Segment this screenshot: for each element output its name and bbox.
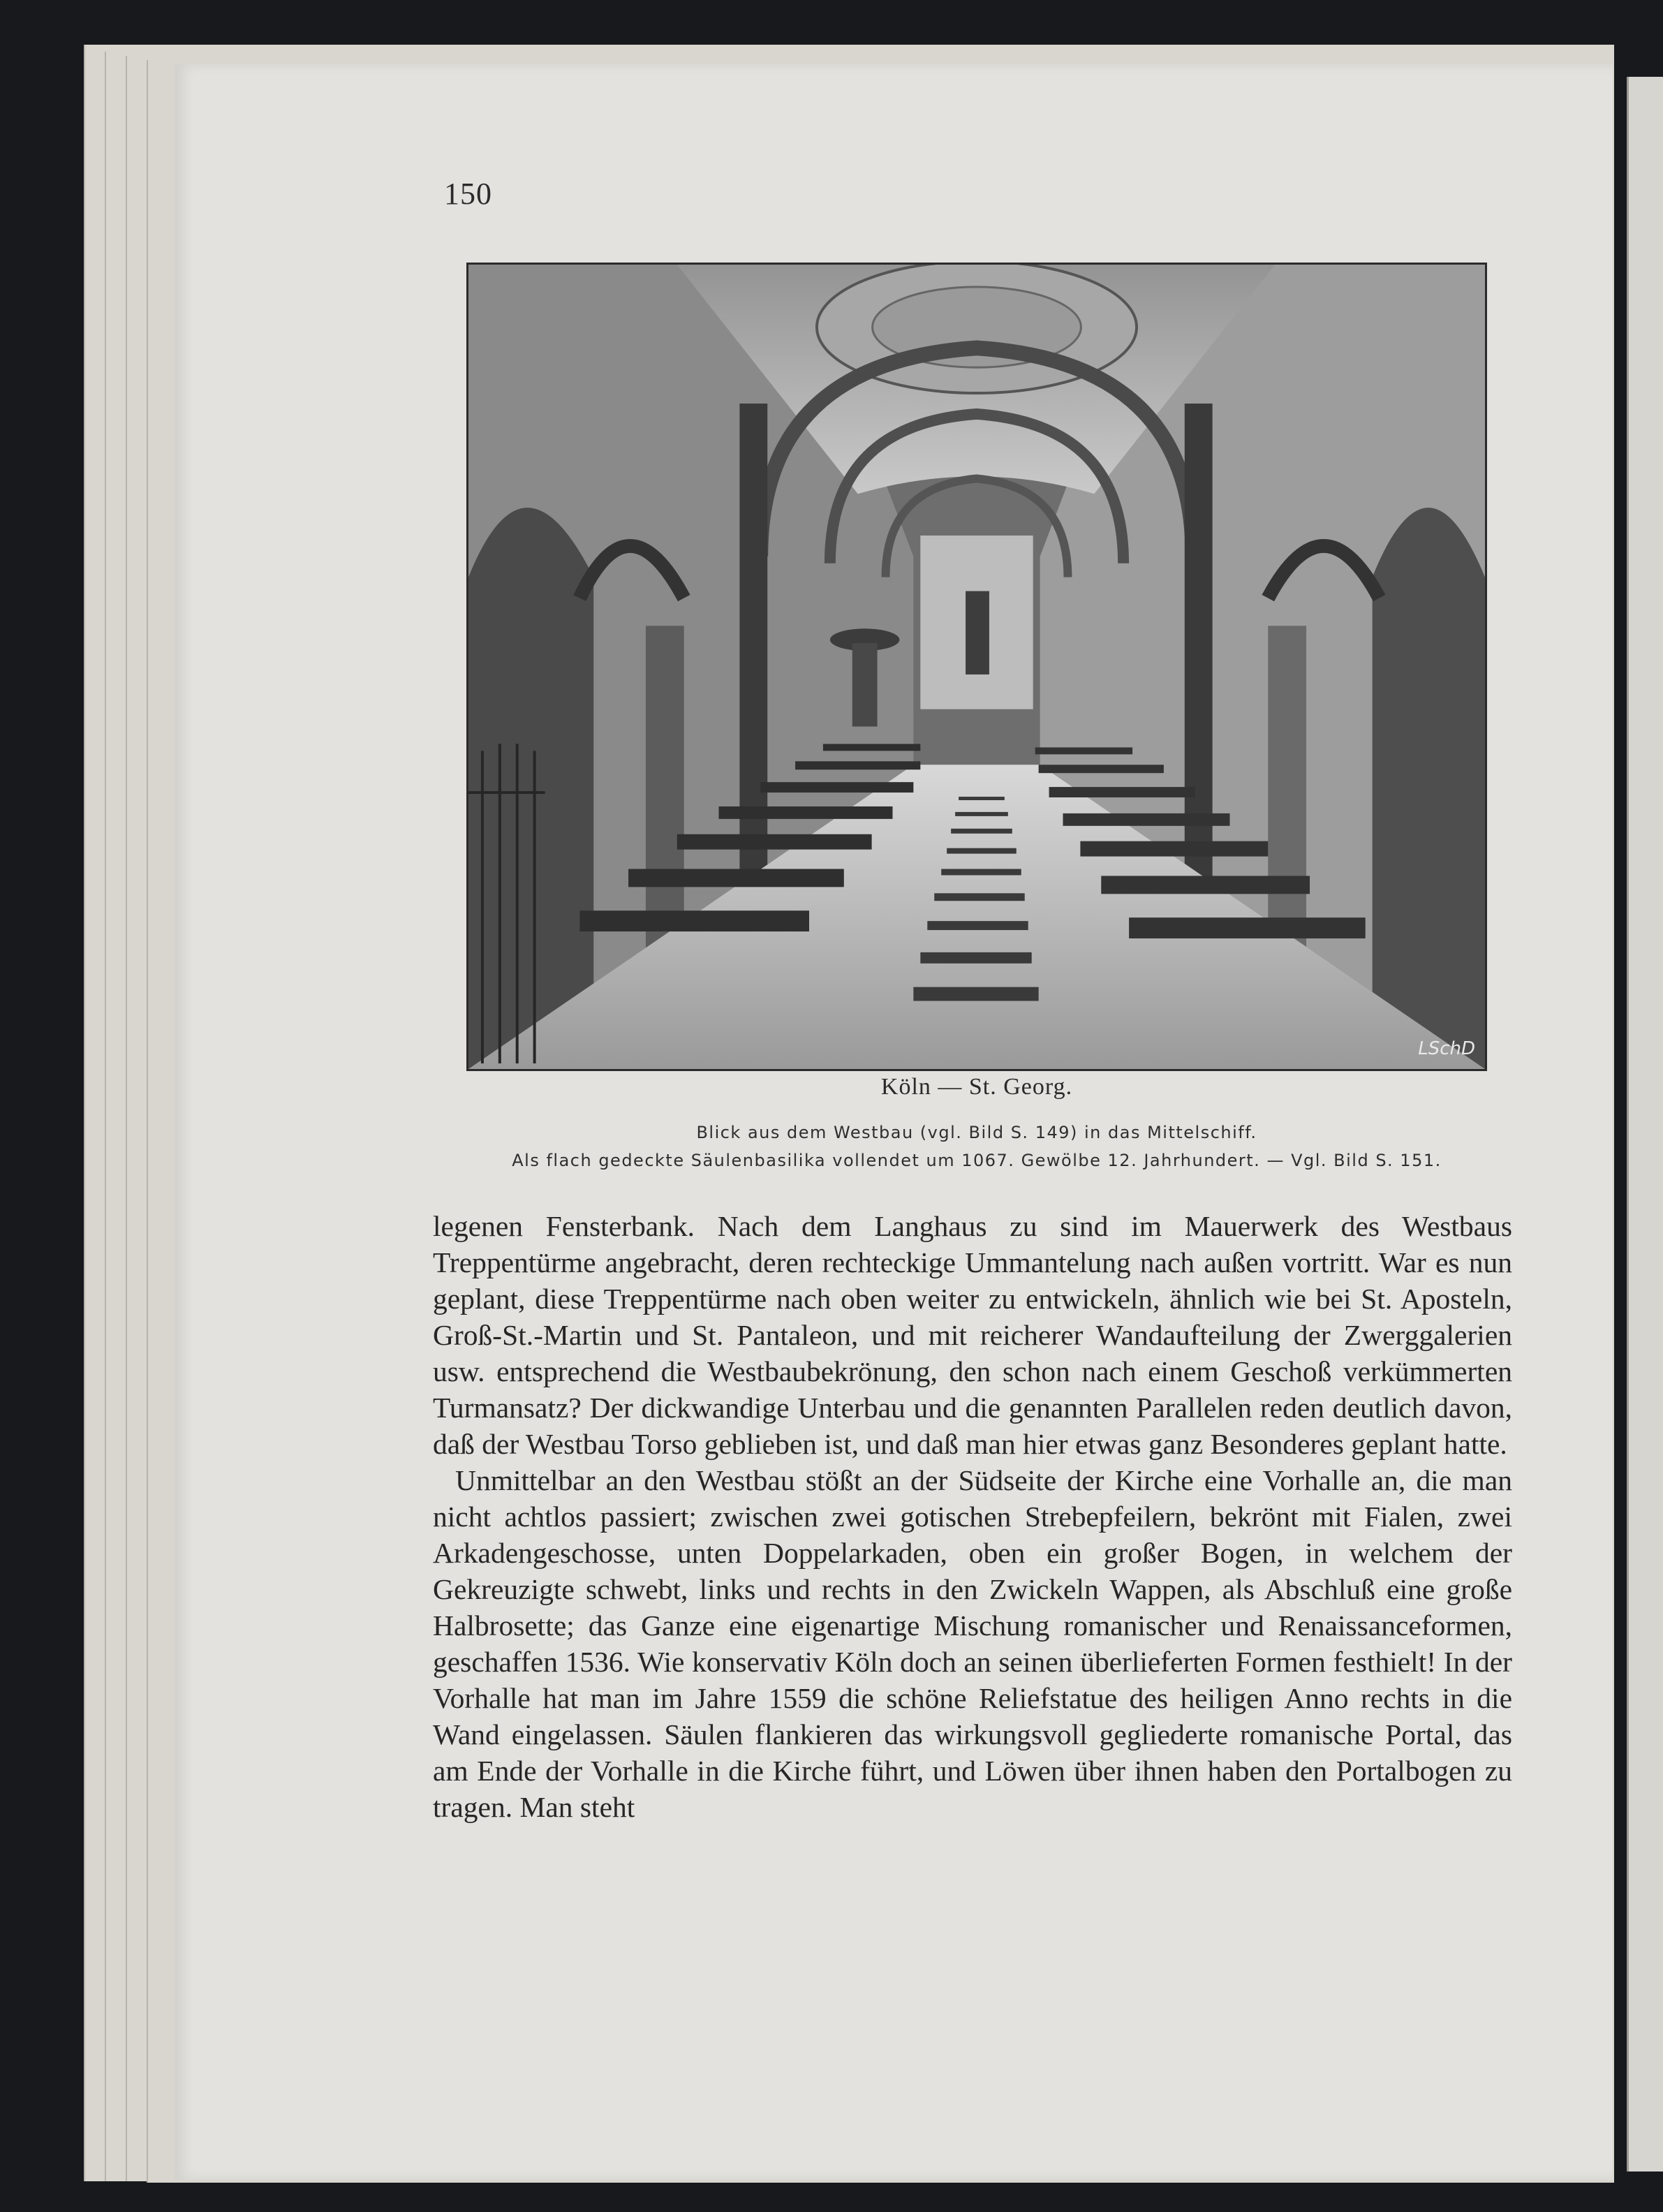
body-text <box>433 1208 1512 1825</box>
figure-caption-line-2: Als flach gedeckte Säulenbasilika vollendet um 1067. Gewölbe 12. Jahrhundert. — Vgl. Bild S. 151. <box>512 1151 1442 1170</box>
figure-title: Köln — St. Georg. <box>880 1074 1073 1100</box>
facing-page-edge <box>1627 77 1663 2172</box>
page-number: 150 <box>444 177 492 211</box>
paragraph: Unmittelbar an den Westbau stößt an der Südseite der Kirche eine Vorhalle an, die man nicht achtlos passiert; zwischen zwei gotischen Strebepfeilern, bekrönt mit Fialen, zwei Arkadengeschosse, unten Doppelarkaden, oben ein großer Bogen, in welchem der Gekreuzigte schwebt, links und rechts in den Zwickeln Wappen, als Abschluß eine große Halbrosette; das Ganze eine eigenartige Mischung romanischer und Renaissanceformen, geschaffen 1536. Wie konservativ Köln doch an seinen überlieferten Formen festhielt! In der Vorhalle hat man im Jahre 1559 die schöne Reliefstatue des heiligen Anno rechts in die Wand eingelassen. Säulen flankieren das wirkungsvoll gegliederte romanische Portal, das am Ende der Vorhalle in die Kirche führt, und Löwen über ihnen haben den Portalbogen zu tragen. Man steht <box>433 1464 1512 1823</box>
paragraph: legenen Fensterbank. Nach dem Langhaus zu sind im Mauerwerk des Westbaus Treppentürme angebracht, deren rechteckige Ummantelung nach außen vortritt. War es nun geplant, diese Treppentürme nach oben weiter zu entwickeln, ähnlich wie bei St. Aposteln, Groß-St.-Martin und St. Pantaleon, und mit reicherer Wandaufteilung der Zwerggalerien usw. entsprechend die Westbaubekrönung, den schon nach einem Geschoß verkümmerten Turmansatz? Der dickwandige Unterbau und die genannten Parallelen reden deutlich davon, daß der Westbau Torso geblieben ist, und daß man hier etwas ganz Besonderes geplant hatte. <box>433 1210 1512 1460</box>
figure-caption-line-1: Blick aus dem Westbau (vgl. Bild S. 149) in das Mittelschiff. <box>696 1123 1257 1142</box>
photographer-signature: LSchD <box>1418 1038 1475 1059</box>
church-interior-photo <box>466 263 1487 1071</box>
nave-illustration <box>468 265 1485 1069</box>
